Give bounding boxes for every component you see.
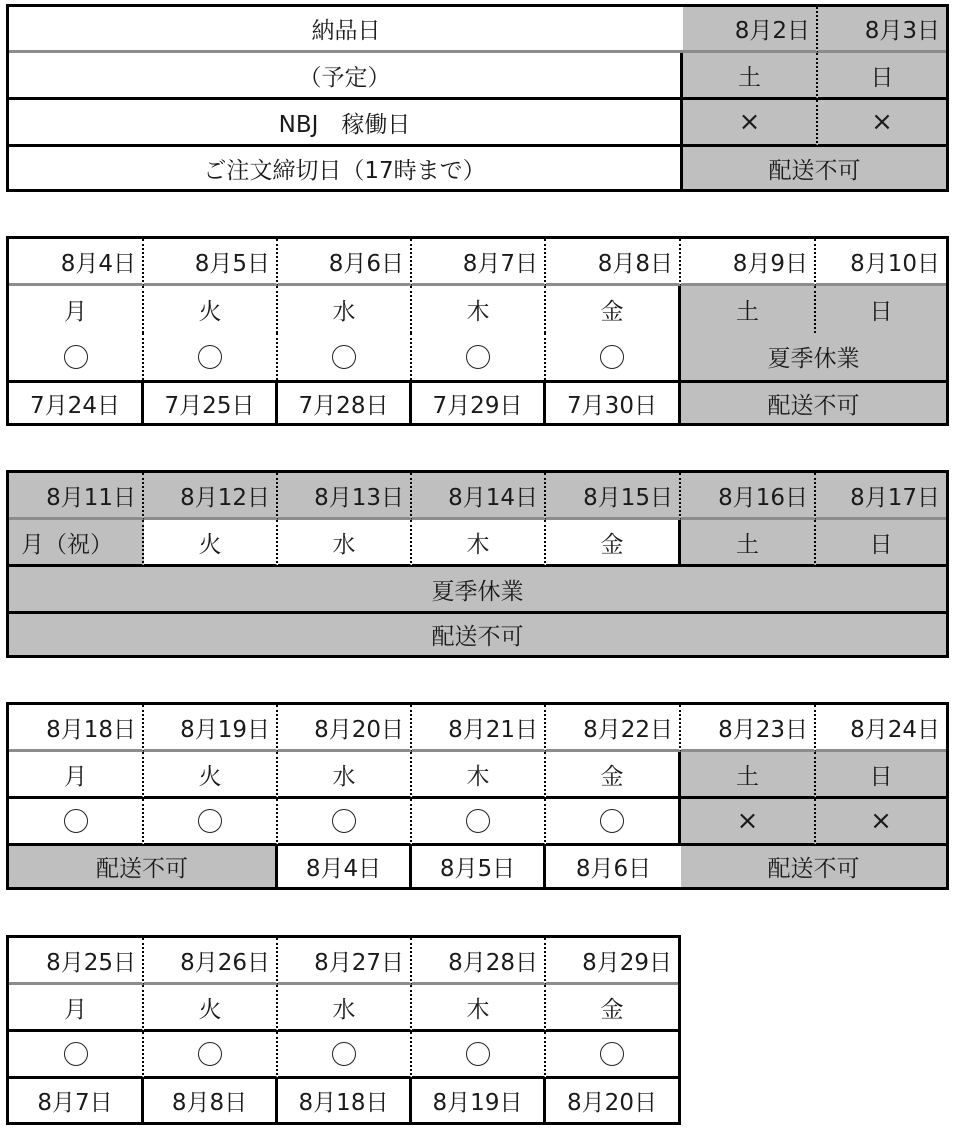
cutoff-date-cell: 7月30日	[546, 380, 681, 423]
nbj-workday-label: NBJ 稼働日	[9, 100, 683, 147]
date-cell: 8月22日	[546, 705, 681, 752]
weekday-cell: 火	[144, 985, 278, 1032]
workday-circle	[278, 799, 412, 846]
date-cell: 8月19日	[144, 705, 278, 752]
date-cell: 8月13日	[278, 473, 412, 520]
date-cell: 8月3日	[818, 7, 946, 53]
weekday-cell: 木	[412, 985, 546, 1032]
weekday-cell: 金	[546, 520, 681, 567]
workday-circle	[546, 333, 681, 380]
workday-circle	[9, 1032, 144, 1079]
workday-circle	[412, 799, 546, 846]
date-cell: 8月8日	[546, 239, 681, 286]
no-delivery-cell: 配送不可	[683, 147, 946, 189]
date-cell: 8月18日	[9, 705, 144, 752]
cutoff-date-cell: 8月5日	[412, 846, 546, 887]
date-cell: 8月23日	[681, 705, 816, 752]
date-cell: 8月11日	[9, 473, 144, 520]
workday-circle	[278, 333, 412, 380]
workday-circle	[144, 333, 278, 380]
weekday-cell: 土	[681, 752, 816, 799]
workday-circle	[546, 1032, 678, 1079]
weekday-cell: 月	[9, 985, 144, 1032]
date-cell: 8月15日	[546, 473, 681, 520]
cutoff-date-cell: 7月28日	[278, 380, 412, 423]
date-cell: 8月28日	[412, 938, 546, 985]
date-cell: 8月4日	[9, 239, 144, 286]
workday-circle	[546, 799, 681, 846]
weekday-cell: 火	[144, 286, 278, 333]
cutoff-date-cell: 8月7日	[9, 1079, 144, 1122]
delivery-date-sub-label: （予定）	[9, 53, 683, 100]
date-cell: 8月6日	[278, 239, 412, 286]
weekday-cell: 木	[412, 752, 546, 799]
cutoff-date-cell: 7月24日	[9, 380, 144, 423]
date-cell: 8月5日	[144, 239, 278, 286]
no-delivery-cell: 配送不可	[681, 846, 946, 887]
weekday-cell: 水	[278, 752, 412, 799]
weekday-cell: 月	[9, 286, 144, 333]
date-cell: 8月12日	[144, 473, 278, 520]
workday-cross: ×	[681, 799, 816, 846]
schedule-table-3	[6, 470, 949, 658]
workday-circle	[144, 1032, 278, 1079]
summer-holiday-cell: 夏季休業	[681, 333, 946, 380]
delivery-date-label: 納品日	[9, 7, 683, 53]
weekday-cell: 火	[144, 520, 278, 567]
cutoff-date-cell: 8月20日	[567, 1090, 657, 1116]
cutoff-date-cell: 8月4日	[278, 846, 412, 887]
date-cell: 8月25日	[9, 938, 144, 985]
weekday-cell: 水	[278, 286, 412, 333]
date-cell: 8月27日	[278, 938, 412, 985]
cutoff-date-cell: 8月18日	[278, 1079, 412, 1122]
weekday-cell: 火	[144, 752, 278, 799]
weekday-cell: 日	[816, 752, 946, 799]
cutoff-date-cell: 8月8日	[144, 1079, 278, 1122]
weekday-cell: 金	[546, 286, 681, 333]
schedule-table-4	[6, 702, 949, 890]
workday-circle	[278, 1032, 412, 1079]
date-cell: 8月21日	[412, 705, 546, 752]
weekday-cell: 日	[818, 53, 946, 100]
workday-circle	[9, 799, 144, 846]
date-cell: 8月10日	[816, 239, 946, 286]
weekday-cell: 金	[546, 985, 678, 1032]
date-cell: 8月20日	[278, 705, 412, 752]
weekday-cell: 木	[412, 286, 546, 333]
weekday-cell: 水	[278, 520, 412, 567]
date-cell: 8月29日	[546, 938, 678, 985]
weekday-cell: 日	[816, 286, 946, 333]
weekday-cell: 水	[278, 985, 412, 1032]
date-cell: 8月17日	[816, 473, 946, 520]
weekday-holiday-cell: 月（祝）	[9, 520, 144, 567]
weekday-cell: 日	[816, 520, 946, 567]
weekday-cell: 木	[412, 520, 546, 567]
date-cell: 8月26日	[144, 938, 278, 985]
date-cell: 8月7日	[412, 239, 546, 286]
workday-circle	[412, 333, 546, 380]
no-delivery-cell: 配送不可	[681, 380, 946, 423]
date-cell: 8月16日	[681, 473, 816, 520]
no-delivery-cell: 配送不可	[9, 846, 278, 887]
no-delivery-row: 配送不可	[9, 614, 946, 655]
cutoff-date-cell: 7月25日	[144, 380, 278, 423]
workday-cross: ×	[818, 100, 946, 147]
workday-circle	[9, 333, 144, 380]
cutoff-date-cell: 8月6日	[575, 856, 652, 882]
schedule-table-5	[6, 935, 681, 1125]
date-cell: 8月14日	[412, 473, 546, 520]
workday-cross: ×	[816, 799, 946, 846]
cutoff-date-cell: 7月29日	[412, 380, 546, 423]
weekday-cell: 金	[546, 752, 681, 799]
schedule-table-1	[6, 4, 949, 192]
date-cell: 8月9日	[681, 239, 816, 286]
cutoff-date-cell: 8月19日	[412, 1079, 546, 1122]
workday-cross: ×	[683, 100, 818, 147]
summer-holiday-row: 夏季休業	[9, 567, 946, 614]
date-cell: 8月24日	[816, 705, 946, 752]
weekday-cell: 月	[9, 752, 144, 799]
weekday-cell: 土	[681, 520, 816, 567]
weekday-cell: 土	[681, 286, 816, 333]
workday-circle	[412, 1032, 546, 1079]
weekday-cell: 土	[683, 53, 818, 100]
date-cell: 8月2日	[683, 7, 818, 53]
order-cutoff-label: ご注文締切日（17時まで）	[9, 147, 683, 189]
schedule-table-2	[6, 236, 949, 426]
workday-circle	[144, 799, 278, 846]
